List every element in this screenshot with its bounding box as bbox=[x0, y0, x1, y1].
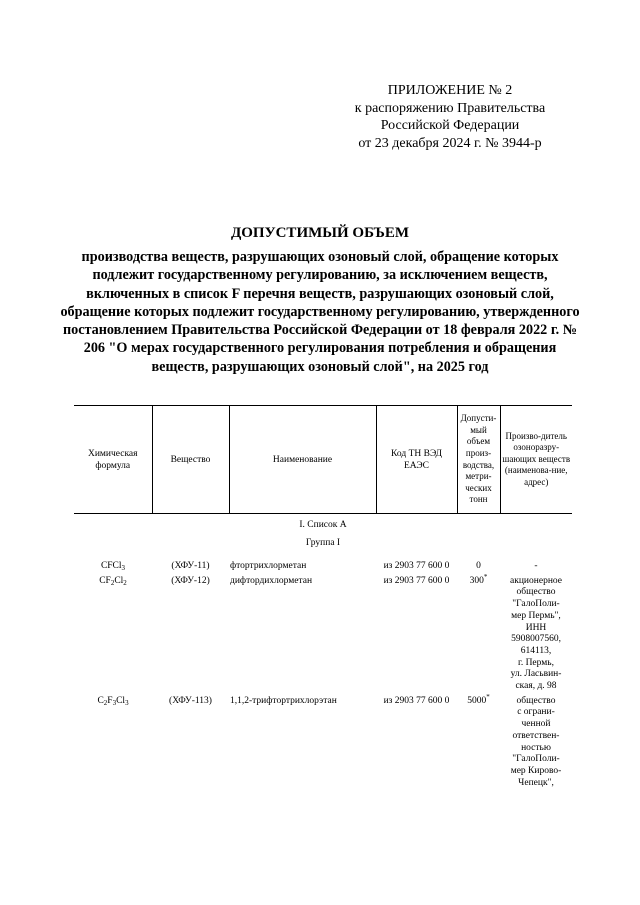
name-cell: фтортрихлорметан bbox=[230, 561, 307, 571]
substances-table bbox=[74, 405, 572, 789]
appendix-line: Российской Федерации bbox=[380, 118, 520, 133]
appendix-block bbox=[330, 82, 570, 152]
substance-cell: (ХФУ-12) bbox=[171, 575, 210, 586]
volume-cell: 300* bbox=[469, 572, 488, 586]
code-cell: из 2903 77 600 0 bbox=[383, 695, 450, 706]
substance-cell: (ХФУ-11) bbox=[171, 561, 210, 571]
formula-cell: $CF_2Cl_2$ bbox=[99, 575, 127, 587]
volume-cell: 5000* bbox=[467, 692, 490, 706]
formula-cell: $C_2F_3Cl_3$ bbox=[97, 695, 129, 707]
code-cell: из 2903 77 600 0 bbox=[383, 575, 450, 586]
appendix-line: к распоряжению Правительства bbox=[354, 100, 546, 116]
header-formula: Химическая формула bbox=[74, 406, 152, 514]
producer-cell: общество с ограни- ченной ответствен- ностью "ГалоПоли- мер Кирово- Чепецк", bbox=[510, 695, 562, 788]
formula-cell: CFCl$_3$ bbox=[100, 561, 126, 572]
table-header-row bbox=[74, 406, 572, 514]
document-title: ДОПУСТИМЫЙ ОБЪЕМ bbox=[230, 225, 410, 241]
appendix-date: от 23 декабря 2024 г. № 3944-р bbox=[358, 135, 542, 151]
header-name: Наименование bbox=[229, 406, 376, 514]
appendix-title: ПРИЛОЖЕНИЕ № 2 bbox=[387, 83, 513, 98]
header-substance: Вещество bbox=[152, 406, 229, 514]
group-heading: Группа I bbox=[305, 538, 341, 548]
producer-cell: акционерное общество "ГалоПоли- мер Пермь", ИНН 5908007560, 614113, г. Пермь, ул. Ласьвин- ская, д. 98 bbox=[510, 575, 562, 692]
document-subtitle: производства веществ, разрушающих озоновый слой, обращение которых подлежит государственному регулированию, за исключением веществ, включенных в список F перечня веществ, разрушающих озоновый слой, обращение которых подлежит государственному регулированию, утвержденного постановлением Правительства Российской Федерации от 18 февраля 2022 г. № 206 "О мерах государственного регулирования потребления и обращения веществ, разрушающих озоновый слой", на 2025 год bbox=[60, 249, 580, 375]
header-code: Код ТН ВЭД ЕАЭС bbox=[376, 406, 457, 514]
header-producer: Произво-дитель озоноразру-шающих веществ (наименова-ние, адрес) bbox=[500, 406, 572, 514]
code-cell: из 2903 77 600 0 bbox=[383, 561, 450, 571]
table-row bbox=[74, 558, 572, 573]
section-heading: I. Список А bbox=[299, 520, 347, 530]
table-row bbox=[74, 693, 572, 790]
header-volume: Допусти-мый объем произ-водства, метри-ческих тонн bbox=[457, 406, 500, 514]
name-cell: дифтордихлорметан bbox=[230, 575, 313, 586]
producer-cell: - bbox=[534, 561, 538, 571]
volume-cell: 0 bbox=[476, 561, 481, 571]
substance-cell: (ХФУ-113) bbox=[169, 695, 212, 706]
name-cell: 1,1,2-трифтортрихлорэтан bbox=[230, 695, 337, 706]
table-row bbox=[74, 573, 572, 693]
